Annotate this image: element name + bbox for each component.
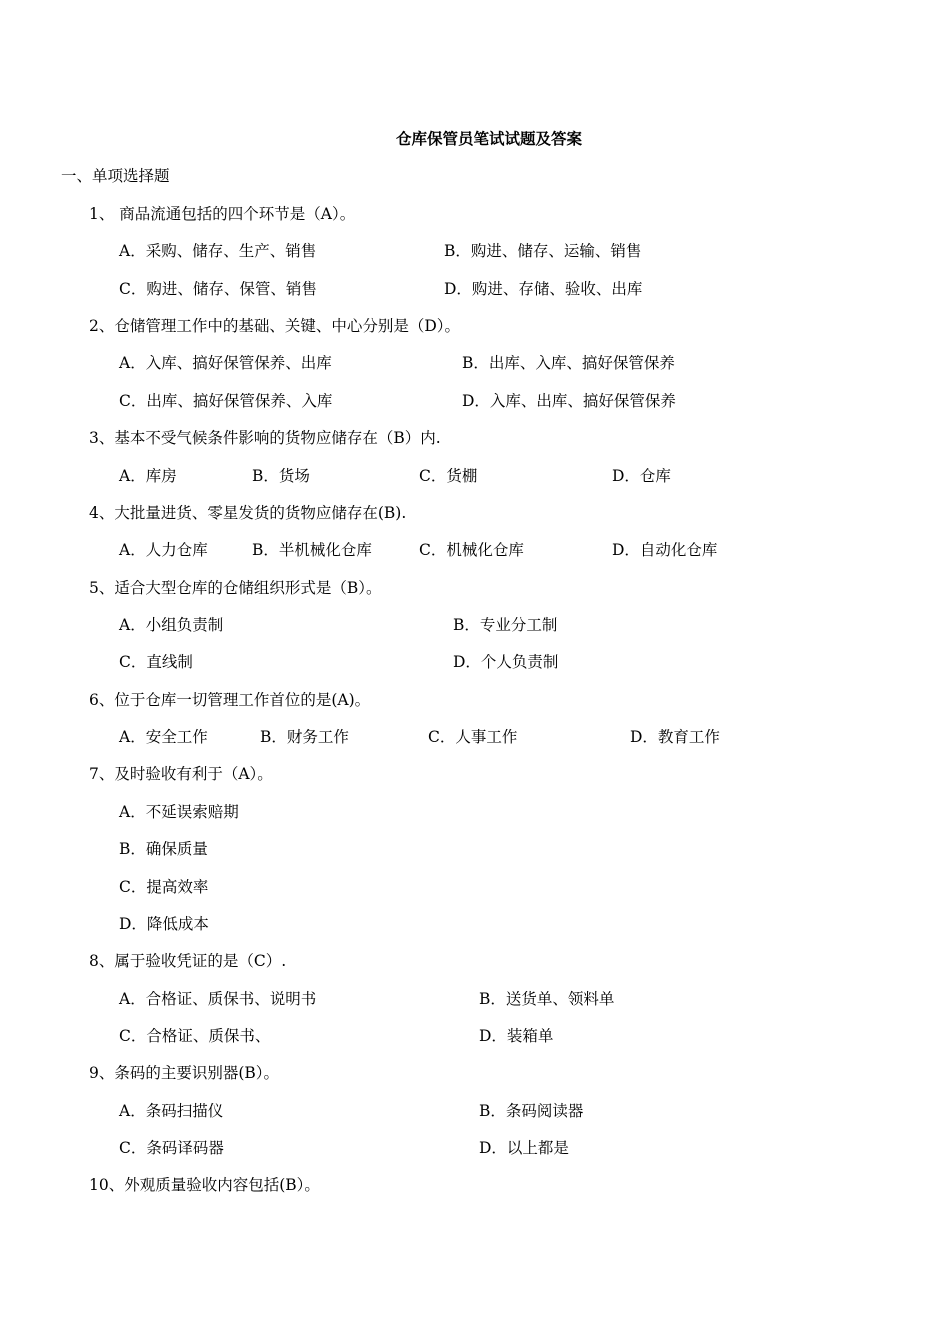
question-stem: 6、位于仓库一切管理工作首位的是(A)。 bbox=[89, 691, 371, 709]
option: A．条码扫描仪 bbox=[119, 1102, 224, 1120]
section-heading: 一、单项选择题 bbox=[61, 167, 170, 185]
question-stem: 5、适合大型仓库的仓储组织形式是（B）。 bbox=[89, 579, 382, 597]
option: A．库房 bbox=[119, 467, 177, 485]
option: C．合格证、质保书、 bbox=[119, 1027, 271, 1045]
option: C．条码译码器 bbox=[119, 1139, 224, 1157]
option: B．半机械化仓库 bbox=[252, 541, 372, 559]
question-stem: 7、及时验收有利于（A）。 bbox=[89, 765, 273, 783]
option: B．确保质量 bbox=[119, 840, 208, 858]
option: B．财务工作 bbox=[260, 728, 349, 746]
option: D．教育工作 bbox=[630, 728, 720, 746]
question-stem: 3、基本不受气候条件影响的货物应储存在（B）内. bbox=[89, 429, 441, 447]
option: C．出库、搞好保管保养、入库 bbox=[119, 392, 333, 410]
question-stem: 8、属于验收凭证的是（C）. bbox=[89, 952, 287, 970]
option: D．仓库 bbox=[612, 467, 671, 485]
option: B．专业分工制 bbox=[453, 616, 558, 634]
option: A．小组负责制 bbox=[119, 616, 224, 634]
option: A．不延误索赔期 bbox=[119, 803, 239, 821]
question-stem: 4、大批量进货、零星发货的货物应储存在(B). bbox=[89, 504, 407, 522]
option: D．购进、存储、验收、出库 bbox=[444, 280, 643, 298]
option: D．个人负责制 bbox=[453, 653, 559, 671]
document-title: 仓库保管员笔试试题及答案 bbox=[395, 129, 582, 148]
option: C．直线制 bbox=[119, 653, 193, 671]
option: D．自动化仓库 bbox=[612, 541, 718, 559]
option: A．人力仓库 bbox=[119, 541, 208, 559]
option: B．出库、入库、搞好保管保养 bbox=[462, 354, 675, 372]
option: A．采购、储存、生产、销售 bbox=[119, 242, 317, 260]
option: C．提高效率 bbox=[119, 878, 209, 896]
option: C．人事工作 bbox=[428, 728, 518, 746]
option: D．降低成本 bbox=[119, 915, 209, 933]
option: B．货场 bbox=[252, 467, 310, 485]
option: A．入库、搞好保管保养、出库 bbox=[119, 354, 332, 372]
option: C．机械化仓库 bbox=[419, 541, 524, 559]
option: B．送货单、领料单 bbox=[479, 990, 615, 1008]
option: A．合格证、质保书、说明书 bbox=[119, 990, 317, 1008]
option: D．入库、出库、搞好保管保养 bbox=[462, 392, 676, 410]
question-stem: 1、 商品流通包括的四个环节是（A）。 bbox=[89, 205, 356, 223]
option: C．购进、储存、保管、销售 bbox=[119, 280, 317, 298]
option: D．以上都是 bbox=[479, 1139, 569, 1157]
question-stem: 2、仓储管理工作中的基础、关键、中心分别是（D）。 bbox=[89, 317, 461, 335]
option: C．货棚 bbox=[419, 467, 478, 485]
option: B．条码阅读器 bbox=[479, 1102, 584, 1120]
option: D．装箱单 bbox=[479, 1027, 554, 1045]
option: A．安全工作 bbox=[119, 728, 208, 746]
question-stem: 9、条码的主要识别器(B）。 bbox=[89, 1064, 280, 1082]
question-stem: 10、外观质量验收内容包括(B）。 bbox=[89, 1176, 320, 1194]
option: B．购进、储存、运输、销售 bbox=[444, 242, 642, 260]
